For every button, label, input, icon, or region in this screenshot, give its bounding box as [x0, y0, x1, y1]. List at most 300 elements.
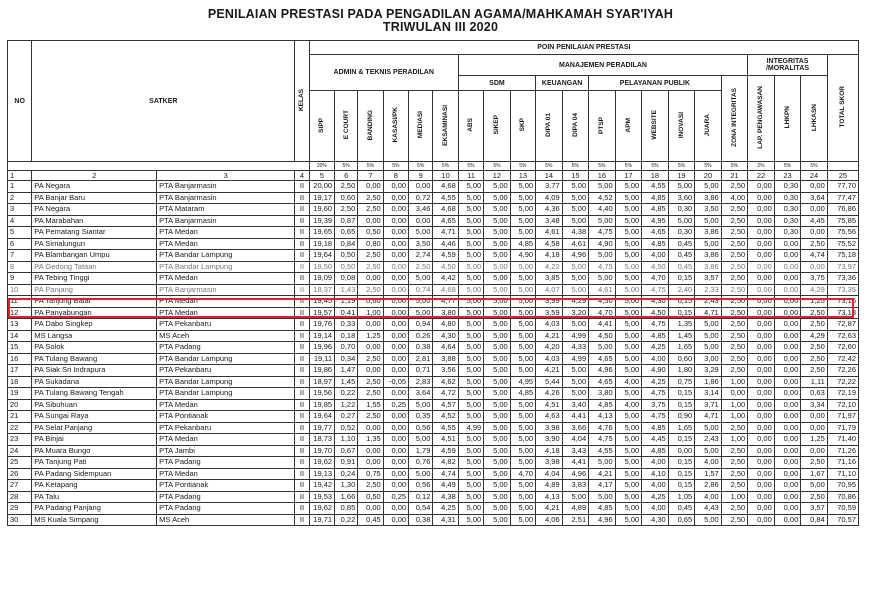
index-cell: 9: [409, 171, 433, 181]
score-cell: 4,07: [536, 284, 563, 296]
score-cell: 4,36: [536, 204, 563, 216]
kelas-cell: II: [295, 457, 309, 469]
score-cell: 5,00: [484, 330, 511, 342]
score-cell: 0,22: [335, 514, 358, 526]
header-dipa04: DIPA 04: [562, 91, 589, 162]
score-cell: 1,11: [801, 376, 828, 388]
score-cell: 5,00: [562, 319, 589, 331]
total-score: 70,86: [827, 491, 858, 503]
score-cell: 3,98: [536, 422, 563, 434]
score-cell: 5,00: [458, 319, 483, 331]
index-cell: 6: [335, 171, 358, 181]
score-cell: 5,00: [484, 227, 511, 239]
satker-name: PA Marabahan: [32, 215, 157, 227]
score-cell: 2,50: [721, 307, 748, 319]
score-cell: 3,59: [536, 307, 563, 319]
score-cell: 5,00: [484, 342, 511, 354]
score-cell: 0,85: [335, 503, 358, 515]
score-cell: 5,00: [458, 353, 483, 365]
score-cell: 0,00: [748, 365, 775, 377]
header-eksaminasi: EKSAMINASI: [433, 91, 458, 162]
score-cell: 0,00: [383, 273, 408, 285]
kelas-cell: II: [295, 503, 309, 515]
score-cell: 5,00: [510, 215, 535, 227]
index-cell: 14: [536, 171, 563, 181]
score-cell: 0,00: [383, 434, 408, 446]
score-cell: 5,00: [562, 273, 589, 285]
score-cell: 19,86: [309, 365, 334, 377]
score-cell: 5,00: [510, 204, 535, 216]
score-cell: 3,99: [536, 296, 563, 308]
score-cell: 0,00: [748, 491, 775, 503]
score-cell: 3,46: [409, 204, 433, 216]
row-number: 21: [8, 411, 32, 423]
total-score: 73,36: [827, 273, 858, 285]
score-cell: 4,90: [589, 238, 616, 250]
weight-cell: 5%: [642, 162, 669, 171]
satker-pta: PTA Bandar Lampung: [157, 353, 295, 365]
score-cell: -0,05: [383, 376, 408, 388]
score-cell: 3,71: [695, 399, 722, 411]
row-number: 1: [8, 181, 32, 193]
score-cell: 1,47: [335, 365, 358, 377]
table-row: [8, 503, 859, 515]
weight-cell: 5%: [589, 162, 616, 171]
header-ptsp: PTSP: [589, 91, 616, 162]
total-score: 70,59: [827, 503, 858, 515]
score-cell: 0,30: [774, 192, 801, 204]
score-cell: 1,25: [358, 330, 383, 342]
score-cell: 4,00: [695, 491, 722, 503]
score-cell: 4,62: [433, 376, 458, 388]
score-cell: 4,68: [433, 181, 458, 193]
score-cell: 0,00: [383, 457, 408, 469]
score-cell: 3,75: [801, 273, 828, 285]
total-score: 71,10: [827, 468, 858, 480]
header-integritas: INTEGRITAS /MORALITAS: [748, 55, 828, 76]
score-cell: 3,29: [695, 365, 722, 377]
kelas-cell: II: [295, 514, 309, 526]
score-cell: 3,64: [409, 388, 433, 400]
score-cell: 5,00: [458, 376, 483, 388]
score-cell: 19,11: [309, 353, 334, 365]
score-cell: 0,00: [748, 215, 775, 227]
score-cell: 19,62: [309, 503, 334, 515]
table-row: [8, 192, 859, 204]
score-cell: 5,00: [695, 342, 722, 354]
score-cell: 19,85: [309, 399, 334, 411]
kelas-cell: II: [295, 284, 309, 296]
weight-cell: 5%: [458, 162, 483, 171]
score-cell: 2,50: [721, 480, 748, 492]
score-cell: 4,41: [589, 319, 616, 331]
score-cell: 0,08: [335, 273, 358, 285]
satker-pta: PTA Padang: [157, 342, 295, 354]
satker-pta: PTA Banjarmasin: [157, 192, 295, 204]
score-cell: 5,00: [458, 273, 483, 285]
satker-pta: PTA Bandar Lampung: [157, 388, 295, 400]
score-cell: 0,00: [383, 204, 408, 216]
score-cell: 4,55: [642, 181, 669, 193]
kelas-cell: II: [295, 480, 309, 492]
satker-name: PA Sungai Raya: [32, 411, 157, 423]
score-cell: 3,80: [589, 388, 616, 400]
score-cell: 0,00: [383, 503, 408, 515]
score-cell: 3,86: [695, 250, 722, 262]
score-cell: 3,57: [801, 503, 828, 515]
score-cell: 5,00: [510, 514, 535, 526]
score-cell: 0,72: [409, 192, 433, 204]
satker-name: PA Banjar Baru: [32, 192, 157, 204]
score-cell: 0,30: [774, 215, 801, 227]
satker-pta: PTA Pekanbaru: [157, 319, 295, 331]
score-cell: 0,60: [668, 353, 695, 365]
score-cell: 19,17: [309, 192, 334, 204]
score-cell: 0,00: [748, 307, 775, 319]
score-cell: 3,80: [433, 307, 458, 319]
score-cell: 4,25: [642, 376, 669, 388]
score-cell: 5,00: [458, 365, 483, 377]
index-cell: 16: [589, 171, 616, 181]
score-cell: 5,00: [484, 319, 511, 331]
satker-name: PA Tanjung Pati: [32, 457, 157, 469]
score-cell: 0,00: [748, 468, 775, 480]
score-cell: 4,61: [562, 238, 589, 250]
index-cell: 22: [748, 171, 775, 181]
score-cell: 5,00: [510, 365, 535, 377]
score-cell: 4,75: [589, 261, 616, 273]
score-cell: 4,18: [536, 445, 563, 457]
score-cell: 5,00: [458, 284, 483, 296]
score-cell: 2,50: [358, 192, 383, 204]
score-cell: 19,42: [309, 480, 334, 492]
total-score: 72,22: [827, 376, 858, 388]
score-cell: 0,84: [335, 238, 358, 250]
score-cell: 5,00: [615, 434, 642, 446]
satker-name: PA Pematang Siantar: [32, 227, 157, 239]
weight-cell: 5%: [801, 162, 828, 171]
score-cell: 4,70: [510, 468, 535, 480]
score-cell: 5,00: [458, 307, 483, 319]
score-cell: 4,72: [433, 388, 458, 400]
score-cell: 1,86: [695, 376, 722, 388]
row-number: 26: [8, 468, 32, 480]
score-cell: 4,85: [510, 388, 535, 400]
index-cell: 24: [801, 171, 828, 181]
score-cell: 0,00: [383, 250, 408, 262]
weight-cell: 5%: [335, 162, 358, 171]
score-cell: 5,00: [484, 411, 511, 423]
kelas-cell: II: [295, 365, 309, 377]
score-cell: 2,50: [721, 238, 748, 250]
satker-name: PA Solok: [32, 342, 157, 354]
score-cell: 5,00: [458, 227, 483, 239]
row-number: 15: [8, 342, 32, 354]
score-cell: 0,00: [358, 342, 383, 354]
row-number: 30: [8, 514, 32, 526]
total-score: 73,16: [827, 296, 858, 308]
score-cell: 4,63: [536, 411, 563, 423]
score-cell: 0,00: [358, 422, 383, 434]
score-cell: 0,00: [721, 388, 748, 400]
score-cell: 0,00: [774, 503, 801, 515]
score-cell: 3,14: [695, 388, 722, 400]
score-cell: 4,75: [642, 284, 669, 296]
score-cell: 4,06: [536, 514, 563, 526]
score-cell: 0,00: [358, 215, 383, 227]
table-row: [8, 284, 859, 296]
score-cell: 0,00: [383, 388, 408, 400]
score-cell: 2,50: [358, 284, 383, 296]
score-cell: 0,22: [335, 388, 358, 400]
score-cell: 0,00: [774, 307, 801, 319]
satker-name: PA Blambangan Umpu: [32, 250, 157, 262]
score-cell: 18,37: [309, 284, 334, 296]
score-cell: 0,00: [774, 445, 801, 457]
score-cell: 2,33: [695, 284, 722, 296]
score-cell: 19,39: [309, 215, 334, 227]
satker-pta: PTA Medan: [157, 307, 295, 319]
table-row: [8, 422, 859, 434]
kelas-cell: II: [295, 238, 309, 250]
score-cell: 2,50: [801, 457, 828, 469]
score-cell: 4,74: [801, 250, 828, 262]
satker-name: PA Padang Sidempuan: [32, 468, 157, 480]
score-cell: 0,00: [774, 238, 801, 250]
score-cell: 0,00: [383, 192, 408, 204]
score-cell: 19,96: [309, 342, 334, 354]
score-cell: 4,55: [433, 422, 458, 434]
score-cell: 5,00: [510, 273, 535, 285]
score-cell: 1,22: [335, 399, 358, 411]
satker-pta: PTA Banjarmasin: [157, 284, 295, 296]
score-cell: 5,00: [458, 238, 483, 250]
table-row: [8, 411, 859, 423]
score-cell: 2,50: [801, 238, 828, 250]
index-cell: 15: [562, 171, 589, 181]
score-cell: 4,99: [562, 330, 589, 342]
header-sikep: SIKEP: [484, 91, 511, 162]
score-cell: 5,00: [562, 215, 589, 227]
score-cell: 0,76: [409, 457, 433, 469]
header-no: NO: [8, 41, 32, 162]
score-cell: 3,34: [801, 399, 828, 411]
score-cell: 4,99: [562, 353, 589, 365]
score-cell: 5,00: [615, 227, 642, 239]
score-cell: 0,74: [409, 284, 433, 296]
score-cell: 4,85: [642, 330, 669, 342]
satker-pta: MS Aceh: [157, 514, 295, 526]
table-row: [8, 273, 859, 285]
total-score: 71,97: [827, 411, 858, 423]
score-cell: 3,77: [536, 181, 563, 193]
score-cell: 3,40: [562, 399, 589, 411]
score-cell: 4,96: [589, 514, 616, 526]
score-cell: 4,21: [536, 365, 563, 377]
score-cell: 0,00: [801, 422, 828, 434]
score-cell: 5,00: [695, 422, 722, 434]
score-cell: 4,00: [642, 480, 669, 492]
score-cell: 2,50: [721, 250, 748, 262]
total-score: 75,56: [827, 227, 858, 239]
score-cell: 5,00: [615, 342, 642, 354]
score-cell: 1,45: [668, 330, 695, 342]
score-cell: 19,76: [309, 319, 334, 331]
score-cell: 2,50: [721, 261, 748, 273]
header-banding: BANDING: [358, 91, 383, 162]
score-cell: 0,15: [668, 388, 695, 400]
score-cell: 2,50: [721, 422, 748, 434]
score-cell: 5,00: [458, 457, 483, 469]
satker-name: PA Dabo Singkep: [32, 319, 157, 331]
kelas-cell: II: [295, 468, 309, 480]
score-cell: 4,25: [642, 491, 669, 503]
score-cell: 4,21: [589, 468, 616, 480]
score-cell: 4,77: [433, 296, 458, 308]
score-cell: 5,00: [510, 192, 535, 204]
total-score: 71,40: [827, 434, 858, 446]
score-cell: 0,00: [358, 181, 383, 193]
weight-cell: 5%: [409, 162, 433, 171]
score-cell: 4,30: [642, 296, 669, 308]
score-cell: 3,75: [642, 399, 669, 411]
satker-pta: MS Aceh: [157, 330, 295, 342]
header-skp: SKP: [510, 91, 535, 162]
score-cell: 2,50: [801, 491, 828, 503]
total-score: 77,47: [827, 192, 858, 204]
score-cell: 4,57: [433, 399, 458, 411]
score-cell: 4,41: [562, 411, 589, 423]
score-cell: 0,00: [748, 342, 775, 354]
score-cell: 0,00: [383, 330, 408, 342]
score-cell: 0,00: [801, 204, 828, 216]
score-cell: 1,55: [358, 399, 383, 411]
row-number: 10: [8, 284, 32, 296]
kelas-cell: II: [295, 204, 309, 216]
score-cell: 4,64: [433, 342, 458, 354]
score-cell: 5,00: [589, 250, 616, 262]
satker-pta: PTA Padang: [157, 503, 295, 515]
score-cell: 5,00: [458, 342, 483, 354]
score-cell: 3,50: [695, 204, 722, 216]
score-cell: 0,00: [358, 457, 383, 469]
score-cell: 4,50: [642, 307, 669, 319]
total-score: 70,57: [827, 514, 858, 526]
index-cell: 4: [295, 171, 309, 181]
score-cell: 0,00: [748, 457, 775, 469]
score-cell: 4,85: [642, 192, 669, 204]
score-cell: 0,00: [774, 261, 801, 273]
score-cell: 3,85: [536, 273, 563, 285]
total-score: 72,26: [827, 365, 858, 377]
score-cell: 4,13: [536, 491, 563, 503]
score-cell: 5,00: [615, 468, 642, 480]
weight-cell: 5%: [562, 162, 589, 171]
table-row: [8, 330, 859, 342]
score-cell: 4,03: [536, 353, 563, 365]
score-cell: 0,30: [668, 204, 695, 216]
row-number: 4: [8, 215, 32, 227]
score-cell: 5,00: [458, 480, 483, 492]
score-cell: 0,35: [409, 411, 433, 423]
score-cell: 4,00: [642, 503, 669, 515]
score-cell: 0,00: [748, 399, 775, 411]
index-cell: 3: [157, 171, 295, 181]
kelas-cell: II: [295, 319, 309, 331]
header-manajemen: MANAJEMEN PERADILAN: [458, 55, 747, 76]
score-cell: 0,45: [668, 503, 695, 515]
score-cell: 0,00: [358, 273, 383, 285]
index-cell: 17: [615, 171, 642, 181]
weight-cell: 5%: [510, 162, 535, 171]
score-cell: 4,46: [433, 238, 458, 250]
score-cell: 0,00: [801, 411, 828, 423]
score-cell: 0,00: [748, 250, 775, 262]
score-cell: 2,43: [695, 296, 722, 308]
table-row: [8, 250, 859, 262]
score-cell: 2,50: [721, 296, 748, 308]
score-cell: 5,00: [458, 388, 483, 400]
score-cell: 4,41: [562, 457, 589, 469]
score-cell: 4,17: [589, 480, 616, 492]
score-cell: 5,00: [589, 457, 616, 469]
table-row: [8, 261, 859, 273]
score-cell: 1,57: [695, 468, 722, 480]
score-cell: 5,00: [695, 445, 722, 457]
score-cell: 4,04: [562, 434, 589, 446]
row-number: 19: [8, 388, 32, 400]
table-row: [8, 227, 859, 239]
table-row: [8, 296, 859, 308]
score-cell: 5,00: [458, 514, 483, 526]
score-cell: 4,89: [536, 480, 563, 492]
score-cell: 0,00: [748, 296, 775, 308]
score-cell: 19,65: [309, 227, 334, 239]
score-cell: 0,00: [383, 365, 408, 377]
score-cell: 2,50: [801, 307, 828, 319]
score-cell: 5,00: [615, 319, 642, 331]
score-cell: 2,43: [695, 434, 722, 446]
satker-name: PA Padang Panjang: [32, 503, 157, 515]
weight-cell: 5%: [668, 162, 695, 171]
index-cell: 23: [774, 171, 801, 181]
score-cell: 5,00: [484, 399, 511, 411]
score-cell: 4,45: [801, 215, 828, 227]
score-cell: 0,00: [358, 319, 383, 331]
score-cell: 0,70: [335, 342, 358, 354]
score-cell: 0,87: [335, 215, 358, 227]
score-cell: 4,22: [536, 261, 563, 273]
score-cell: 0,00: [774, 491, 801, 503]
score-cell: 3,86: [695, 261, 722, 273]
score-cell: 5,00: [589, 215, 616, 227]
score-cell: 5,00: [484, 376, 511, 388]
score-cell: 5,00: [484, 422, 511, 434]
score-cell: 0,30: [774, 181, 801, 193]
index-cell: 5: [309, 171, 334, 181]
score-cell: 2,50: [721, 204, 748, 216]
score-cell: 5,00: [409, 399, 433, 411]
index-cell: 10: [433, 171, 458, 181]
score-cell: 0,00: [774, 273, 801, 285]
score-cell: 19,45: [309, 296, 334, 308]
row-number: 6: [8, 238, 32, 250]
satker-pta: PTA Banjarmasin: [157, 181, 295, 193]
header-keuangan: KEUANGAN: [536, 76, 589, 91]
score-cell: 1,05: [668, 491, 695, 503]
score-cell: 4,85: [589, 399, 616, 411]
kelas-cell: II: [295, 376, 309, 388]
